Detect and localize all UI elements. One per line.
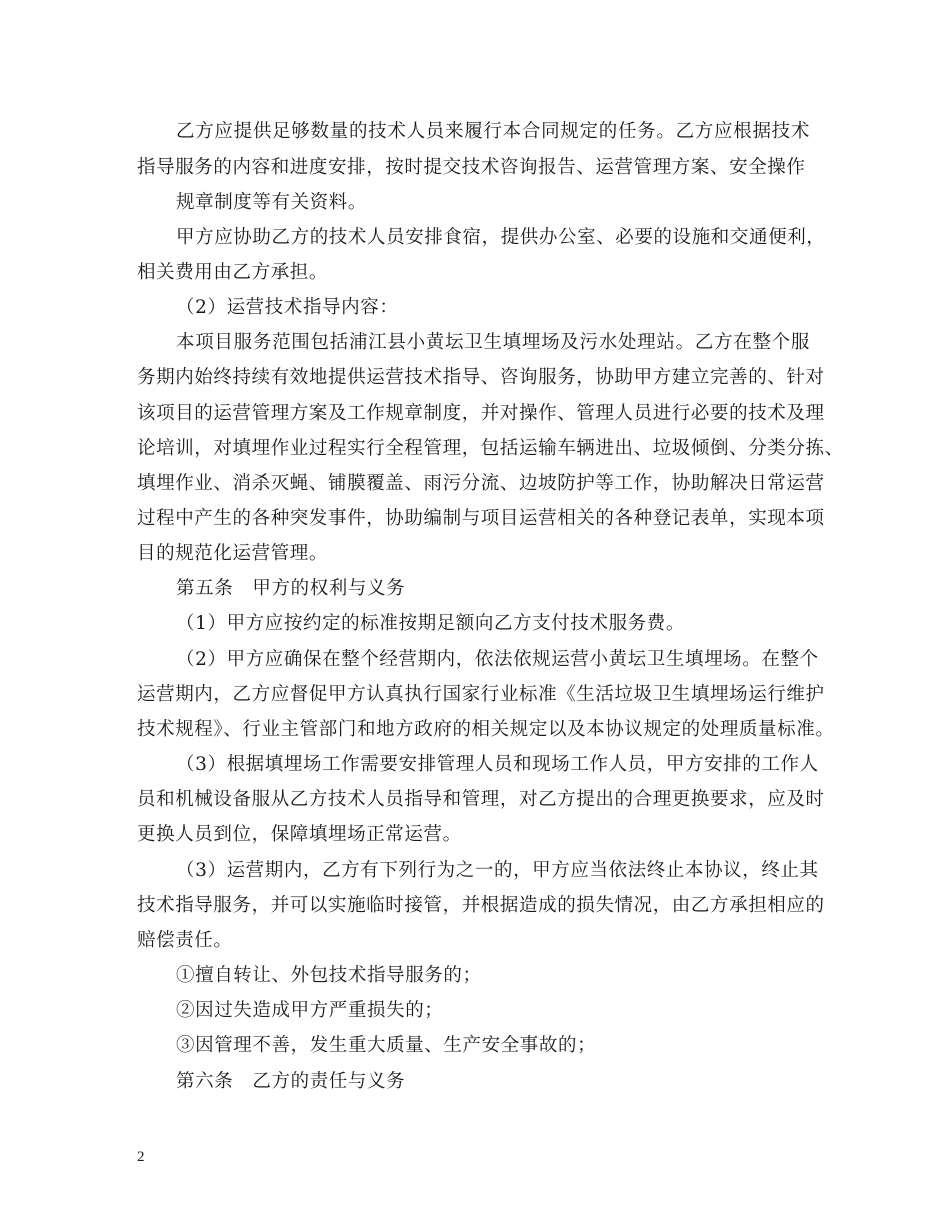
paragraph-line: 填埋作业、消杀灭蝇、铺膜覆盖、雨污分流、边坡防护等工作，协助解决日常运营 [137,473,825,494]
paragraph-line: 该项目的运营管理方案及工作规章制度，并对操作、管理人员进行必要的技术及理 [137,403,825,424]
paragraph-line: 甲方应协助乙方的技术人员安排食宿，提供办公室、必要的设施和交通便利， [176,227,826,248]
paragraph-line: 务期内始终持续有效地提供运营技术指导、咨询服务，协助甲方建立完善的、针对 [137,367,825,388]
paragraph-line: 本项目服务范围包括浦江县小黄坛卫生填埋场及污水处理站。乙方在整个服 [176,332,810,353]
paragraph-line: （3）根据填埋场工作需要安排管理人员和现场工作人员，甲方安排的工作人 [176,754,819,775]
paragraph-line: （2）甲方应确保在整个经营期内，依法依规运营小黄坛卫生填埋场。在整个 [176,649,819,670]
paragraph-line: 技术指导服务，并可以实施临时接管，并根据造成的损失情况，由乙方承担相应的 [137,895,825,916]
list-item: ①擅自转让、外包技术指导服务的； [176,965,482,986]
paragraph-line: 目的规范化运营管理。 [137,543,329,564]
paragraph-line: 赔偿责任。 [137,930,233,951]
section-heading: 第六条 乙方的责任与义务 [176,1071,406,1092]
paragraph-line: （3）运营期内，乙方有下列行为之一的，甲方应当依法终止本协议，终止其 [176,860,819,881]
list-item: ③因管理不善，发生重大质量、生产安全事故的； [176,1035,597,1056]
paragraph-line: 指导服务的内容和进度安排，按时提交技术咨询报告、运营管理方案、安全操作 [137,157,806,178]
subsection-heading: （2）运营技术指导内容： [176,297,399,318]
paragraph-line: （1）甲方应按约定的标准按期足额向乙方支付技术服务费。 [176,613,685,634]
paragraph-line: 乙方应提供足够数量的技术人员来履行本合同规定的任务。乙方应根据技术 [176,121,810,142]
paragraph-line: 员和机械设备服从乙方技术人员指导和管理，对乙方提出的合理更换要求，应及时 [137,789,825,810]
page-number: 2 [137,1149,145,1165]
paragraph-line: 论培训，对填埋作业过程实行全程管理，包括运输车辆进出、垃圾倾倒、分类分拣、 [137,438,844,459]
section-heading: 第五条 甲方的权利与义务 [176,578,406,599]
paragraph-line: 更换人员到位，保障填埋场正常运营。 [137,824,462,845]
paragraph-line: 规章制度等有关资料。 [176,192,368,213]
list-item: ②因过失造成甲方严重损失的； [176,1000,444,1021]
paragraph-line: 运营期内，乙方应督促甲方认真执行国家行业标准《生活垃圾卫生填埋场运行维护 [137,684,825,705]
paragraph-line: 相关费用由乙方承担。 [137,262,329,283]
paragraph-line: 技术规程》、行业主管部门和地方政府的相关规定以及本协议规定的处理质量标准。 [137,719,835,740]
paragraph-line: 过程中产生的各种突发事件，协助编制与项目运营相关的各种登记表单，实现本项 [137,508,825,529]
